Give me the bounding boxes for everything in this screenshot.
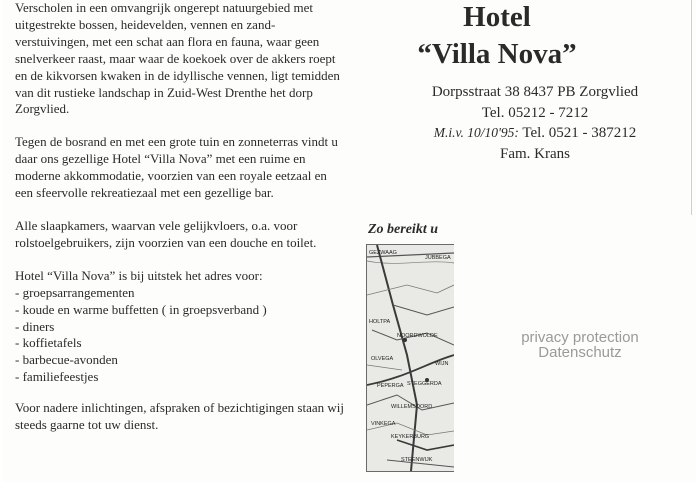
watermark-line: privacy protection (521, 329, 639, 346)
offer-item: - diners (15, 319, 345, 336)
map-label: WILLEMSOORD (391, 404, 433, 410)
contact-paragraph: Voor nadere inlichtingen, afspraken of bezichtigingen staan wij steeds gaarne tot uw dienst. (15, 400, 344, 433)
intro-paragraph: Verscholen in een omvangrijk ongerept natuurgebied met uitgestrekte bossen, heidevelden, vennen en zand-verstuivingen, met een schat aan flora en fauna, waar geen snelverkeer raast, maar waar de koekoek over de akkers roept en de kikvorsen kwaken in de idyllische vennen, ligt temidden van dit rustieke landschap in Zuid-West Drenthe het dorp Zorgvlied. (15, 0, 340, 117)
map-label: JUBBEGA (425, 255, 451, 261)
route-map (366, 244, 454, 472)
map-title: Zo bereikt u (368, 222, 438, 237)
offer-item: - koude en warme buffetten ( in groepsverband ) (15, 302, 345, 319)
hotel-label: Hotel (463, 1, 531, 33)
map-label: HOLTPA (369, 319, 391, 325)
map-label: KEYKERBURG (391, 434, 430, 440)
map-label: PEPERGA (377, 383, 404, 389)
phone-old: Tel. 05212 - 7212 (481, 104, 589, 121)
map-label: WIJN (435, 361, 449, 367)
offer-heading: Hotel “Villa Nova” is bij uitstek het adres voor: (15, 267, 263, 283)
postcard (2, 0, 696, 482)
offer-list (15, 285, 345, 386)
offer-item: - barbecue-avonden (15, 352, 345, 369)
map-label: STEGGERDA (407, 381, 442, 387)
map-label: NOORDWOLDE (397, 333, 438, 339)
map-label: STEENWIJK (401, 457, 433, 463)
hotel-paragraph: Tegen de bosrand en met een grote tuin en zonneterras vindt u daar ons gezellige Hotel “Villa Nova” met een ruime en moderne akkommodatie, voorzien van een royale eetzaal en een sfeervolle rekreatiezaal met een gezellige bar. (15, 134, 338, 201)
map-label: OLVEGA (371, 356, 394, 362)
map-drawing (367, 245, 454, 471)
phone-new-date: M.i.v. 10/10'95: (433, 125, 519, 140)
card-edge (691, 0, 696, 215)
rooms-paragraph: Alle slaapkamers, waarvan vele gelijkvloers, o.a. voor rolstoelgebruikers, zijn voorzien van een douche en toilet. (15, 217, 317, 250)
description-column (15, 0, 345, 450)
privacy-watermark (500, 330, 660, 360)
street-address: Dorpsstraat 38 8437 PB Zorgvlied (431, 84, 639, 100)
address-block (405, 82, 665, 164)
map-label: VINKEGA (371, 421, 396, 427)
phone-new-line (405, 123, 665, 144)
hotel-name: “Villa Nova” (417, 38, 577, 70)
offer-item: - koffietafels (15, 335, 345, 352)
map-label: GEZWAAG (369, 250, 397, 256)
phone-new: Tel. 0521 - 387212 (522, 125, 637, 141)
offer-item: - familiefeestjes (15, 369, 345, 386)
hotel-header (382, 0, 612, 71)
family-name: Fam. Krans (500, 145, 570, 162)
offer-item: - groepsarrangementen (15, 285, 345, 302)
watermark-line: Datenschutz (538, 344, 622, 361)
